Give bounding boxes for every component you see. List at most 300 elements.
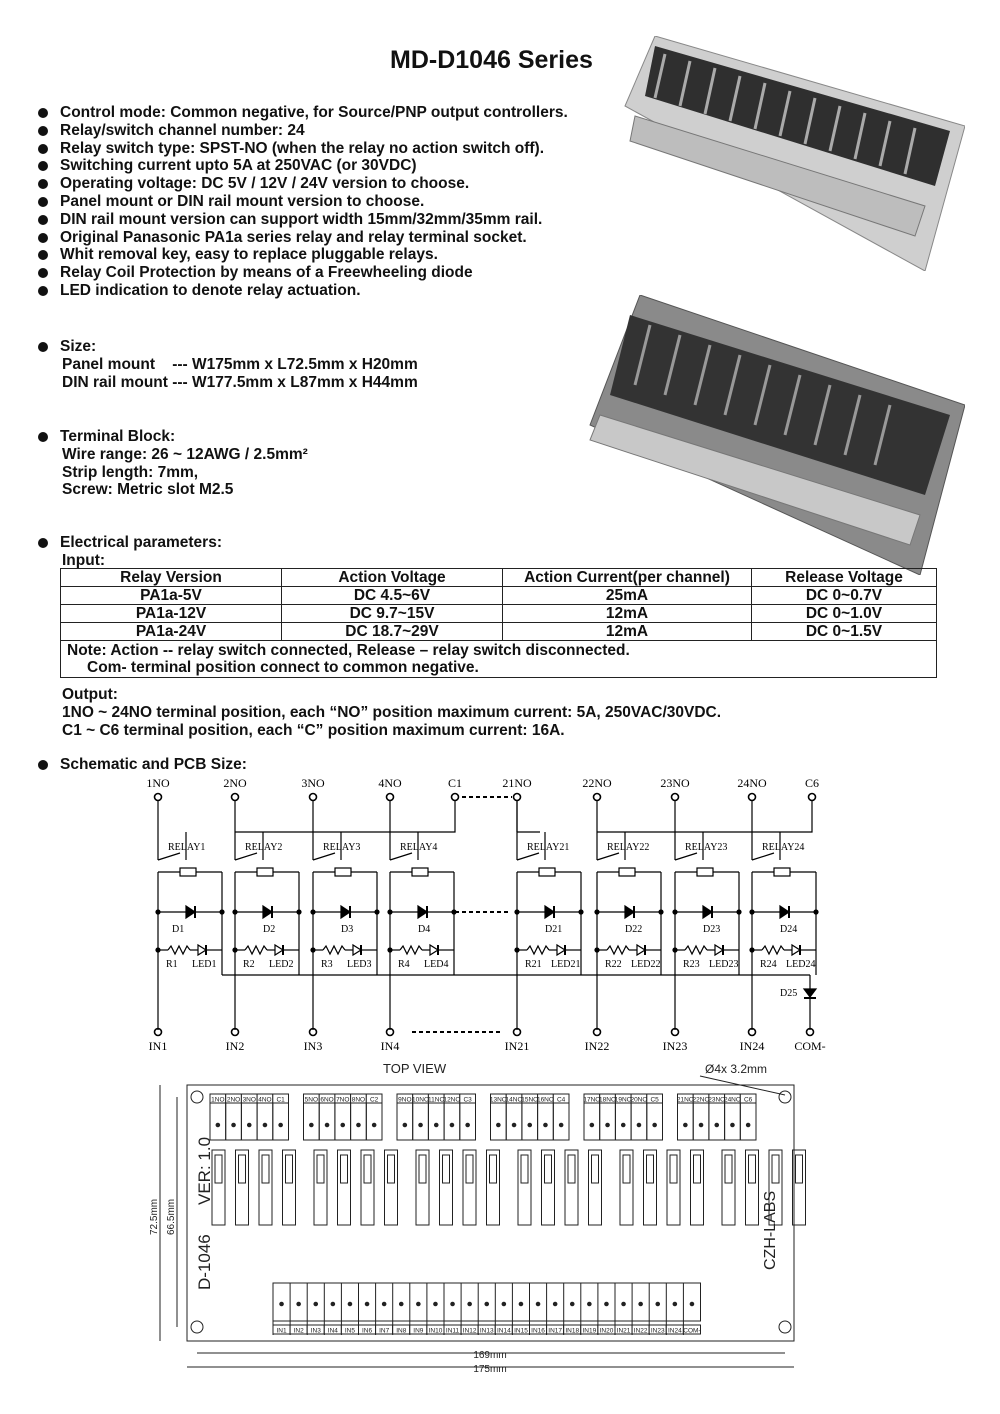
screw <box>637 1123 641 1127</box>
screw <box>263 1123 267 1127</box>
relay-contact <box>313 853 335 860</box>
input-label: COM- <box>794 1039 826 1053</box>
relay-body <box>796 1155 803 1183</box>
column-header: Action Current(per channel) <box>503 569 752 587</box>
resistor-label: R3 <box>321 959 333 970</box>
terminal-body <box>709 1103 725 1140</box>
resistor-symbol <box>400 946 422 954</box>
column-header: Release Voltage <box>752 569 937 587</box>
feature-item: Relay Coil Protection by means of a Freewheeling diode <box>38 264 568 282</box>
feature-item: Whit removal key, easy to replace pluggable relays. <box>38 246 568 264</box>
resistor-symbol <box>245 946 267 954</box>
screw <box>553 1302 557 1306</box>
diode-label: D22 <box>625 924 643 935</box>
junction <box>156 910 160 914</box>
junction <box>750 910 754 914</box>
relay-coil <box>619 868 635 876</box>
note-line: Com- terminal position connect to common negative. <box>87 659 479 676</box>
relay-socket <box>236 1150 249 1225</box>
resistor-symbol <box>607 946 629 954</box>
led-label: LED1 <box>192 959 217 970</box>
terminal-node <box>232 794 239 801</box>
terminal-body <box>522 1103 538 1140</box>
terminal-label: IN17 <box>548 1327 563 1335</box>
table-cell: PA1a-12V <box>61 605 282 623</box>
relay-body <box>725 1155 732 1183</box>
screw <box>528 1123 532 1127</box>
relay-coil <box>539 868 555 876</box>
diode-symbol <box>545 906 554 918</box>
diode-symbol <box>625 906 634 918</box>
terminal-label: 2NO <box>226 1096 241 1104</box>
screw <box>341 1123 345 1127</box>
dimension-label: 175mm <box>473 1364 507 1375</box>
relay-coil <box>180 868 196 876</box>
terminal-label: 4NO <box>258 1096 272 1104</box>
screw <box>559 1123 563 1127</box>
terminal-label: IN5 <box>344 1327 356 1335</box>
relay-coil <box>697 868 713 876</box>
terminal-line: Strip length: 7mm, <box>62 463 199 481</box>
input-label: IN23 <box>662 1039 688 1053</box>
terminal-body <box>615 1103 631 1140</box>
screw <box>325 1123 329 1127</box>
screw <box>232 1123 236 1127</box>
relay-label: RELAY21 <box>527 842 570 853</box>
dimension-label: 72.5mm <box>149 1198 160 1235</box>
relay-socket <box>283 1150 296 1225</box>
relay-body <box>286 1155 293 1183</box>
screw <box>590 1123 594 1127</box>
relay-contact <box>752 853 774 860</box>
resistor-symbol <box>168 946 190 954</box>
screw <box>314 1302 318 1306</box>
board-version: VER: 1.0 <box>195 1136 214 1205</box>
junction <box>233 948 237 952</box>
relay-body <box>215 1155 222 1183</box>
terminal-label: IN10 <box>428 1327 443 1335</box>
resistor-symbol <box>527 946 549 954</box>
panel-mount-photo <box>605 36 965 271</box>
screw <box>485 1302 489 1306</box>
terminal-body <box>428 1103 444 1140</box>
terminal-label: 1NO <box>146 776 170 790</box>
terminal-label: 17NO <box>583 1096 601 1104</box>
terminal-node <box>749 794 756 801</box>
junction <box>814 910 818 914</box>
terminal-body <box>631 1103 647 1140</box>
screw <box>570 1302 574 1306</box>
page-title: MD-D1046 Series <box>390 46 593 74</box>
terminal-label: IN15 <box>514 1327 528 1335</box>
screw <box>622 1302 626 1306</box>
terminal-label: 22NO <box>582 776 612 790</box>
terminal-body <box>584 1103 600 1140</box>
relay-label: RELAY22 <box>607 842 650 853</box>
led-symbol <box>715 945 723 955</box>
led-symbol <box>353 945 361 955</box>
pcb-drawing <box>0 1055 1000 1410</box>
table-cell: 12mA <box>503 605 752 623</box>
led-label: LED4 <box>424 959 449 970</box>
screw <box>417 1302 421 1306</box>
feature-item: Panel mount or DIN rail mount version to choose. <box>38 193 568 211</box>
screw <box>639 1302 643 1306</box>
relay-body <box>341 1155 348 1183</box>
feature-list <box>38 104 568 300</box>
diode-symbol <box>341 906 350 918</box>
terminal-label: IN16 <box>531 1327 545 1335</box>
terminal-label: 21NO <box>502 776 532 790</box>
terminal-label: IN24 <box>667 1327 682 1335</box>
terminal-heading: Terminal Block: <box>60 428 176 445</box>
board-brand: CZH-LABS <box>762 1190 779 1270</box>
input-label: IN4 <box>380 1039 400 1053</box>
terminal-label: IN2 <box>293 1327 304 1335</box>
screw <box>512 1123 516 1127</box>
screw <box>715 1123 719 1127</box>
terminal-label: C6 <box>743 1096 753 1104</box>
relay-socket <box>259 1150 272 1225</box>
terminal-body <box>210 1103 226 1140</box>
relay-body <box>694 1155 701 1183</box>
led-symbol <box>198 945 206 955</box>
terminal-body <box>491 1103 507 1140</box>
terminal-label: IN11 <box>445 1327 460 1335</box>
relay-socket <box>691 1150 704 1225</box>
terminal-label: COM- <box>683 1327 701 1335</box>
output-line: C1 ~ C6 terminal position, each “C” position maximum current: 16A. <box>62 721 565 739</box>
table-cell: PA1a-24V <box>61 623 282 641</box>
relay-body <box>647 1155 654 1183</box>
screw <box>451 1302 455 1306</box>
relay-body <box>623 1155 630 1183</box>
screw <box>684 1123 688 1127</box>
relay-body <box>443 1155 450 1183</box>
junction <box>388 948 392 952</box>
terminal-label: IN8 <box>396 1327 407 1335</box>
screw <box>606 1123 610 1127</box>
terminal-label: 11NO <box>428 1096 445 1104</box>
terminal-label: 23NO <box>708 1096 726 1104</box>
diode-label: D3 <box>341 924 354 935</box>
terminal-label: 18NO <box>599 1096 617 1104</box>
table-cell: PA1a-5V <box>61 587 282 605</box>
led-label: LED2 <box>269 959 294 970</box>
relay-body <box>388 1155 395 1183</box>
screw <box>497 1123 501 1127</box>
junction <box>595 948 599 952</box>
relay-socket <box>746 1150 759 1225</box>
terminal-node <box>594 794 601 801</box>
terminal-label: IN9 <box>413 1327 424 1335</box>
column-header: Action Voltage <box>282 569 503 587</box>
relay-socket <box>463 1150 476 1225</box>
diode-symbol <box>186 906 195 918</box>
relay-body <box>772 1155 779 1183</box>
relay-socket <box>644 1150 657 1225</box>
relay-contact <box>597 853 619 860</box>
junction <box>233 910 237 914</box>
relay-socket <box>416 1150 429 1225</box>
feature-item: Original Panasonic PA1a series relay and relay terminal socket. <box>38 229 568 247</box>
feature-item: Operating voltage: DC 5V / 12V / 24V version to choose. <box>38 175 568 193</box>
common-bus <box>597 800 812 832</box>
terminal-label: 5NO <box>304 1096 319 1104</box>
screw <box>365 1302 369 1306</box>
relay-socket <box>440 1150 453 1225</box>
table-cell: 25mA <box>503 587 752 605</box>
terminal-label: 3NO <box>242 1096 256 1104</box>
input-label: IN22 <box>584 1039 610 1053</box>
screw <box>673 1302 677 1306</box>
terminal-label: 24NO <box>737 776 767 790</box>
terminal-line: Screw: Metric slot M2.5 <box>62 481 234 499</box>
terminal-label: 3NO <box>301 776 325 790</box>
terminal-body <box>693 1103 709 1140</box>
terminal-body <box>413 1103 429 1140</box>
terminal-node <box>514 794 521 801</box>
common-bus <box>235 800 455 832</box>
terminal-body <box>257 1103 273 1140</box>
resistor-symbol <box>323 946 345 954</box>
table-row <box>61 623 937 641</box>
screw <box>331 1302 335 1306</box>
terminal-label: C1 <box>276 1096 285 1104</box>
terminal-label: 15NO <box>521 1096 539 1104</box>
junction <box>311 910 315 914</box>
note-line: Note: Action -- relay switch connected, Release – relay switch disconnected. <box>67 642 630 659</box>
terminal-body <box>538 1103 554 1140</box>
terminal-body <box>460 1103 476 1140</box>
table-cell: DC 9.7~15V <box>282 605 503 623</box>
feature-item: DIN rail mount version can support width 15mm/32mm/35mm rail. <box>38 211 568 229</box>
screw <box>357 1123 361 1127</box>
feature-item: Switching current upto 5A at 250VAC (or 30VDC) <box>38 157 568 175</box>
size-line: DIN rail mount --- W177.5mm x L87mm x H44mm <box>62 373 418 391</box>
junction <box>579 910 583 914</box>
terminal-body <box>647 1103 663 1140</box>
junction <box>515 910 519 914</box>
dimension-label: 66.5mm <box>166 1198 177 1235</box>
relay-label: RELAY24 <box>762 842 805 853</box>
column-header: Relay Version <box>61 569 282 587</box>
relay-socket <box>338 1150 351 1225</box>
screw <box>297 1302 301 1306</box>
output-line: 1NO ~ 24NO terminal position, each “NO” position maximum current: 5A, 250VAC/30VDC. <box>62 703 722 721</box>
terminal-body <box>725 1103 741 1140</box>
resistor-label: R4 <box>398 959 410 970</box>
table-cell: DC 0~0.7V <box>752 587 937 605</box>
screw <box>216 1123 220 1127</box>
relay-label: RELAY2 <box>245 842 283 853</box>
din-rail-photo <box>560 295 965 575</box>
relay-contact <box>675 853 697 860</box>
diode-label: D24 <box>780 924 798 935</box>
input-label: IN21 <box>504 1039 530 1053</box>
terminal-label: C3 <box>463 1096 472 1104</box>
screw <box>348 1302 352 1306</box>
led-label: LED3 <box>347 959 372 970</box>
feature-item: Control mode: Common negative, for Source/PNP output controllers. <box>38 104 568 122</box>
terminal-body <box>366 1103 382 1140</box>
terminal-label: IN21 <box>616 1327 631 1335</box>
screw <box>247 1123 251 1127</box>
relay-coil <box>257 868 273 876</box>
screw <box>382 1302 386 1306</box>
terminal-node <box>387 794 394 801</box>
terminal-label: C6 <box>804 776 820 790</box>
terminal-label: IN20 <box>599 1327 614 1335</box>
terminal-body <box>273 1103 289 1140</box>
terminal-label: 20NO <box>630 1096 648 1104</box>
junction <box>750 948 754 952</box>
table-cell: DC 0~1.5V <box>752 623 937 641</box>
resistor-symbol <box>762 946 784 954</box>
relay-body <box>670 1155 677 1183</box>
junction <box>673 948 677 952</box>
relay-label: RELAY3 <box>323 842 361 853</box>
relay-body <box>592 1155 599 1183</box>
terminal-label: IN13 <box>479 1327 494 1335</box>
relay-coil <box>774 868 790 876</box>
output-section <box>38 686 721 739</box>
relay-socket <box>385 1150 398 1225</box>
table-cell: DC 4.5~6V <box>282 587 503 605</box>
led-label: LED23 <box>709 959 739 970</box>
screw <box>434 1302 438 1306</box>
terminal-body <box>241 1103 257 1140</box>
screw <box>746 1123 750 1127</box>
resistor-label: R21 <box>525 959 542 970</box>
terminal-body <box>335 1103 351 1140</box>
terminal-body <box>397 1103 413 1140</box>
terminal-body <box>226 1103 242 1140</box>
feature-item: LED indication to denote relay actuation. <box>38 282 568 300</box>
diode-symbol <box>804 989 816 997</box>
relay-socket <box>314 1150 327 1225</box>
terminal-label: 23NO <box>660 776 690 790</box>
screw <box>419 1123 423 1127</box>
relay-coil <box>335 868 351 876</box>
screw <box>403 1123 407 1127</box>
relay-label: RELAY23 <box>685 842 728 853</box>
terminal-label: C2 <box>369 1096 379 1104</box>
size-heading: Size: <box>60 338 97 355</box>
screw <box>519 1302 523 1306</box>
terminal-label: 4NO <box>378 776 402 790</box>
terminal-label: IN19 <box>582 1327 597 1335</box>
terminal-label: 8NO <box>351 1096 366 1104</box>
screw <box>468 1302 472 1306</box>
screw <box>399 1302 403 1306</box>
terminal-node <box>452 794 459 801</box>
input-label: Input: <box>62 551 106 569</box>
screw <box>279 1123 283 1127</box>
terminal-label: IN14 <box>496 1327 511 1335</box>
feature-item: Relay/switch channel number: 24 <box>38 122 568 140</box>
relay-socket <box>565 1150 578 1225</box>
resistor-label: R23 <box>683 959 700 970</box>
relay-body <box>749 1155 756 1183</box>
feature-item: Relay switch type: SPST-NO (when the relay no action switch off). <box>38 140 568 158</box>
screw <box>690 1302 694 1306</box>
diode-label: D25 <box>780 988 798 999</box>
led-symbol <box>430 945 438 955</box>
resistor-label: R2 <box>243 959 255 970</box>
terminal-label: IN23 <box>650 1327 665 1335</box>
relay-label: RELAY1 <box>168 842 206 853</box>
led-symbol <box>637 945 645 955</box>
terminal-line: Wire range: 26 ~ 12AWG / 2.5mm² <box>62 445 308 463</box>
diode-symbol <box>418 906 427 918</box>
junction <box>297 910 301 914</box>
relay-socket <box>667 1150 680 1225</box>
relay-contact <box>390 853 412 860</box>
dimension-label: 169mm <box>473 1350 507 1361</box>
relay-socket <box>542 1150 555 1225</box>
screw <box>502 1302 506 1306</box>
terminal-label: 22NO <box>692 1096 710 1104</box>
screw <box>450 1123 454 1127</box>
terminal-body <box>678 1103 694 1140</box>
terminal-label: 7NO <box>336 1096 350 1104</box>
terminal-label: IN1 <box>276 1327 287 1335</box>
terminal-label: 19NO <box>614 1096 632 1104</box>
screw <box>434 1123 438 1127</box>
table-row <box>61 587 937 605</box>
mount-hole <box>191 1091 203 1103</box>
relay-body <box>262 1155 269 1183</box>
table-cell: 12mA <box>503 623 752 641</box>
junction <box>311 948 315 952</box>
screw <box>653 1123 657 1127</box>
relay-contact <box>158 853 180 860</box>
screw <box>699 1123 703 1127</box>
board-model: D-1046 <box>195 1234 214 1290</box>
terminal-label: 10NO <box>412 1096 430 1104</box>
view-label: TOP VIEW <box>383 1061 447 1076</box>
terminal-body <box>444 1103 460 1140</box>
led-symbol <box>275 945 283 955</box>
terminal-label: IN7 <box>379 1327 390 1335</box>
diode-label: D21 <box>545 924 563 935</box>
input-label: IN3 <box>303 1039 323 1053</box>
terminal-node <box>310 794 317 801</box>
led-label: LED22 <box>631 959 661 970</box>
screw <box>621 1123 625 1127</box>
junction <box>220 910 224 914</box>
relay-body <box>568 1155 575 1183</box>
terminal-node <box>672 794 679 801</box>
terminal-label: IN4 <box>327 1327 338 1335</box>
terminal-label: 21NO <box>676 1096 694 1104</box>
size-section <box>38 338 418 391</box>
led-symbol <box>557 945 565 955</box>
terminal-body <box>351 1103 367 1140</box>
relay-socket <box>487 1150 500 1225</box>
size-line: Panel mount --- W175mm x L72.5mm x H20mm <box>62 355 418 373</box>
terminal-label: 16NO <box>536 1096 554 1104</box>
schematic-heading: Schematic and PCB Size: <box>60 756 247 773</box>
screw <box>310 1123 314 1127</box>
led-symbol <box>792 945 800 955</box>
table-note <box>61 641 937 678</box>
junction <box>737 910 741 914</box>
relay-body <box>419 1155 426 1183</box>
relay-label: RELAY4 <box>400 842 438 853</box>
relay-contact <box>517 853 539 860</box>
